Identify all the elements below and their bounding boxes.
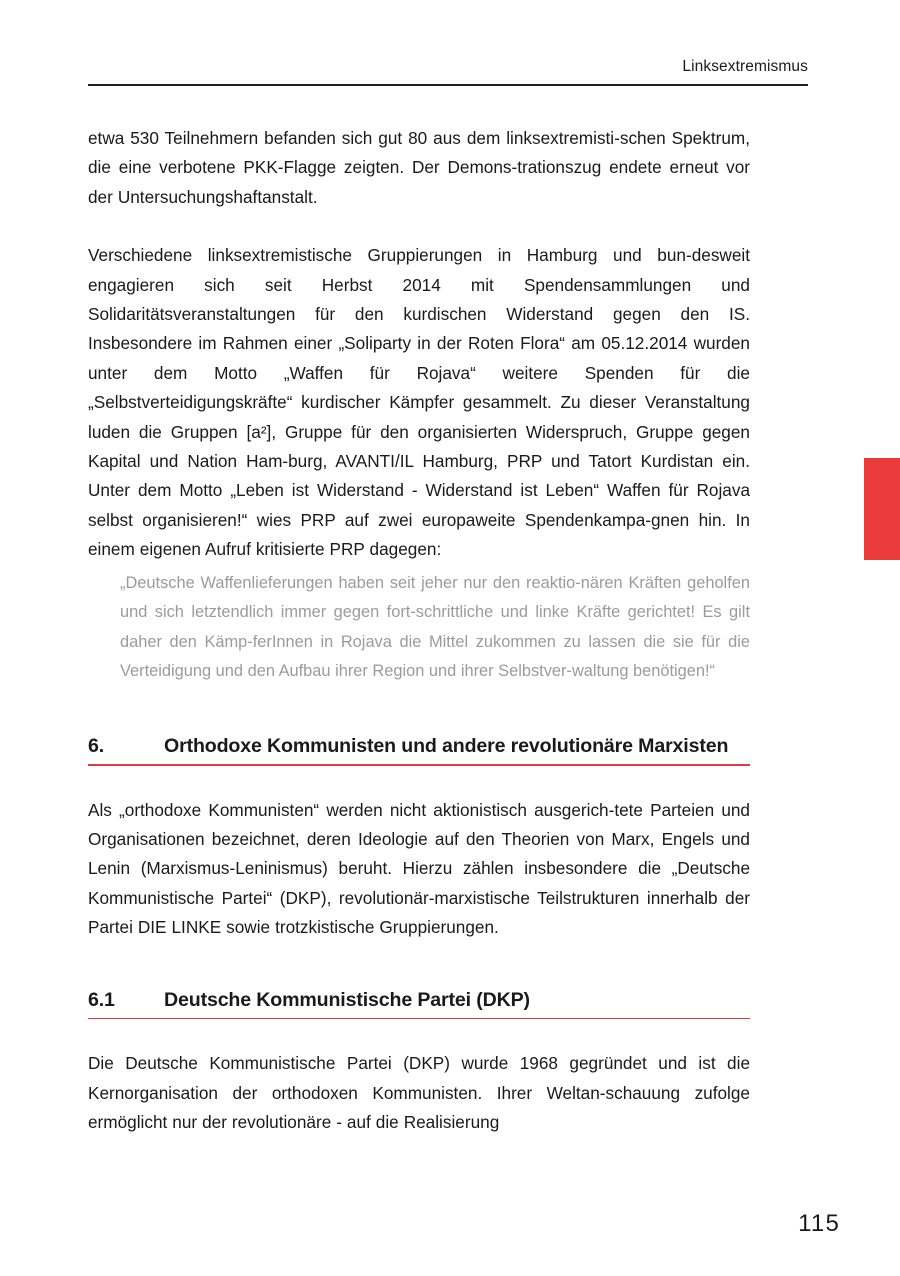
- heading-title-6: Orthodoxe Kommunisten und andere revolutionäre Marxisten: [164, 735, 729, 758]
- paragraph-continuation: etwa 530 Teilnehmern befanden sich gut 80 aus dem linksextremisti-schen Spektrum, die eine verbotene PKK-Flagge zeigten. Der Demons-trationszug endete erneut vor der Untersuchungshaftanstalt.: [88, 128, 750, 207]
- blockquote-prp-appeal: „Deutsche Waffenlieferungen haben seit jeher nur den reaktio-nären Kräften geholfen und sich letztendlich immer gegen fort-schrittliche und linke Kräfte gerichtet! Es gilt daher den Kämp-ferInnen in Rojava die Mittel zukommen zu lassen die sie für die Verteidigung und den Aufbau ihrer Region und ihrer Selbstver-waltung benötigen!“: [120, 573, 750, 681]
- header-rule: [88, 84, 808, 86]
- paragraph-dkp-intro: Die Deutsche Kommunistische Partei (DKP) wurde 1968 gegründet und ist die Kernorganisation der orthodoxen Kommunisten. Ihrer Weltan-schauung zufolge ermöglicht nur der revolutionäre - auf die Realisierung: [88, 1053, 750, 1133]
- heading-number-6-1: 6.1: [88, 988, 115, 1011]
- chapter-edge-tab: [864, 458, 900, 560]
- section-heading-6: [88, 733, 750, 766]
- heading-row-6-1: [88, 987, 750, 1013]
- heading-rule-6-1: [88, 1018, 750, 1020]
- paragraph-donations: Verschiedene linksextremistische Gruppierungen in Hamburg und bun-desweit engagieren sich seit Herbst 2014 mit Spendensammlungen und Solidaritätsveranstaltungen für den kurdischen Widerstand gegen den IS. Insbesondere im Rahmen einer „Soliparty in der Roten Flora“ am 05.12.2014 wurden unter dem Motto „Waffen für Rojava“ weitere Spenden für die „Selbstverteidigungskräfte“ kurdischer Kämpfer gesammelt. Zu dieser Veranstaltung luden die Gruppen [a²], Gruppe für den organisierten Widerspruch, Gruppe gegen Kapital und Nation Ham-burg, AVANTI/IL Hamburg, PRP und Tatort Kurdistan ein. Unter dem Motto „Leben ist Widerstand - Widerstand ist Leben“ Waffen für Rojava selbst organisieren!“ wies PRP auf zwei europaweite Spendenkampa-gnen hin. In einem eigenen Aufruf kritisierte PRP dagegen:: [88, 245, 750, 560]
- heading-row-6: [88, 733, 750, 759]
- heading-title-6-1: Deutsche Kommunistische Partei (DKP): [164, 988, 530, 1011]
- text-column: [88, 124, 750, 1138]
- section-heading-6-1: [88, 987, 750, 1020]
- running-head: Linksextremismus: [682, 58, 808, 75]
- heading-rule-6: [88, 764, 750, 766]
- page-number: 115: [798, 1210, 840, 1237]
- heading-number-6: 6.: [88, 735, 105, 758]
- paragraph-orthodox-definition: Als „orthodoxe Kommunisten“ werden nicht aktionistisch ausgerich-tete Parteien und Organisationen bezeichnet, deren Ideologie auf den Theorien von Marx, Engels und Lenin (Marxismus-Leninismus) beruht. Hierzu zählen insbesondere die „Deutsche Kommunistische Partei“ (DKP), revolutionär-marxistische Teilstrukturen innerhalb der Partei DIE LINKE sowie trotzkistische Gruppierungen.: [88, 799, 750, 938]
